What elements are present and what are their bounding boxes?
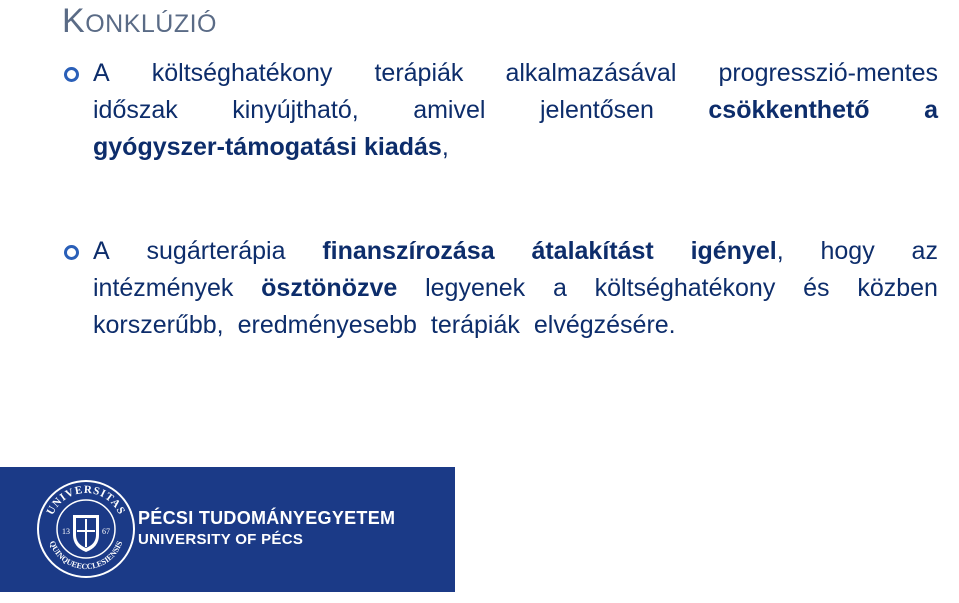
word-text: terápiák — [430, 311, 520, 339]
word — [691, 233, 784, 270]
seal-right-number: 67 — [102, 527, 110, 536]
bold-word: kiadás — [363, 133, 442, 161]
word — [152, 55, 333, 92]
word-text: , — [441, 133, 449, 161]
word — [912, 233, 938, 270]
word-text: jelentősen — [539, 96, 654, 124]
word-text: az — [911, 237, 938, 265]
word — [431, 307, 527, 344]
word — [540, 92, 654, 129]
word-text: költséghatékony — [594, 274, 776, 302]
title-rest: ONKLÚZIÓ — [85, 10, 217, 38]
word — [531, 233, 653, 270]
word — [93, 307, 231, 344]
bold-word: a — [924, 96, 938, 124]
word — [232, 92, 358, 129]
bullet-ring-icon — [64, 67, 79, 82]
word — [93, 233, 110, 270]
bullet-item-2 — [58, 233, 938, 344]
word — [147, 233, 286, 270]
word — [364, 129, 456, 166]
word-text: a — [552, 274, 567, 302]
word — [238, 307, 424, 344]
word-text: intézmények — [93, 274, 234, 302]
word-text: és — [803, 274, 830, 302]
paragraph-line — [58, 307, 938, 344]
word-text: legyenek — [425, 274, 526, 302]
word — [718, 55, 938, 92]
word — [93, 129, 357, 166]
word-text: alkalmazásával — [505, 59, 677, 87]
word-text: korszerűbb, — [93, 311, 224, 339]
bold-word: csökkenthető — [708, 96, 870, 124]
university-name — [138, 507, 395, 551]
word — [803, 270, 829, 307]
paragraph-line — [58, 92, 938, 129]
university-name-en: UNIVERSITY OF PÉCS — [138, 531, 304, 548]
title-first-letter: K — [62, 2, 86, 40]
word-text: időszak — [93, 96, 178, 124]
paragraph-line — [58, 55, 938, 92]
word-text: közben — [857, 274, 938, 302]
university-name-hu: PÉCSI TUDOMÁNYEGYETEM — [138, 508, 396, 528]
bullet-item-1 — [58, 55, 938, 166]
word-text: elvégzésére. — [533, 311, 676, 339]
word-text: sugárterápia — [146, 237, 286, 265]
word-text: kinyújtható, — [232, 96, 359, 124]
word-text: A — [93, 59, 110, 87]
word-text: eredményesebb — [237, 311, 417, 339]
word — [374, 55, 463, 92]
word — [821, 233, 875, 270]
word-text: , — [776, 237, 784, 265]
word — [93, 270, 233, 307]
word — [261, 270, 397, 307]
word-text: hogy — [820, 237, 875, 265]
bold-word: ösztönözve — [261, 274, 398, 302]
word — [505, 55, 676, 92]
word — [924, 92, 938, 129]
word — [322, 233, 494, 270]
paragraph-line — [58, 270, 938, 307]
word — [857, 270, 938, 307]
seal-left-number: 13 — [62, 527, 70, 536]
word — [93, 55, 110, 92]
bold-word: gyógyszer-támogatási — [93, 133, 357, 161]
slide-title — [62, 2, 217, 41]
word-text: amivel — [413, 96, 486, 124]
university-logo-band — [0, 467, 455, 592]
word-text: progresszió-mentes — [718, 59, 938, 87]
bullet-ring-icon — [64, 245, 79, 260]
word-text: költséghatékony — [151, 59, 333, 87]
university-seal-icon — [36, 479, 136, 579]
paragraph-line — [58, 129, 938, 166]
word — [553, 270, 567, 307]
seal-bottom-text: QUINQUEECCLESIENSIS — [47, 539, 125, 572]
word-text: terápiák — [374, 59, 464, 87]
word — [708, 92, 869, 129]
word — [595, 270, 776, 307]
paragraph-line — [58, 233, 938, 270]
word — [413, 92, 485, 129]
word — [425, 270, 525, 307]
bold-word: átalakítást — [531, 237, 654, 265]
seal-top-text: UNIVERSITAS — [44, 483, 128, 517]
word — [93, 92, 178, 129]
bold-word: finanszírozása — [322, 237, 495, 265]
word-text: A — [93, 237, 110, 265]
bold-word: igényel — [690, 237, 777, 265]
word — [534, 307, 683, 344]
